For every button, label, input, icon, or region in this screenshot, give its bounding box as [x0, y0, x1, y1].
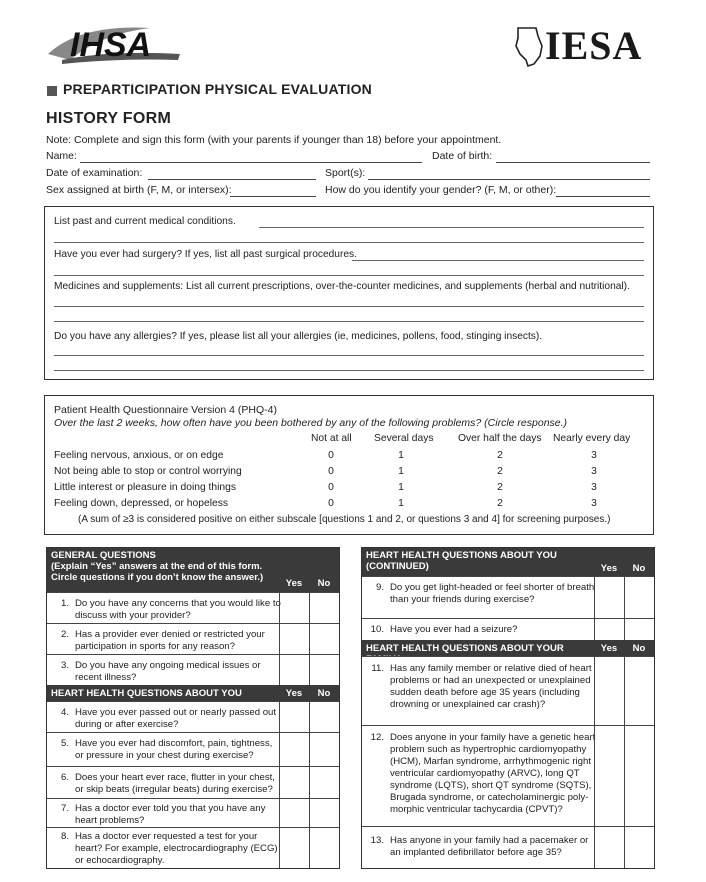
yes-column-header: Yes	[279, 685, 309, 701]
phq4-box	[44, 395, 654, 535]
surgery-line-2[interactable]	[54, 275, 644, 276]
question-text: Does anyone in your family have a genetic heart problem such as hypertrophic cardiomyopathy (HCM), Marfan syndrome, arrhythmogenic right ventricular cardiomyopathy (ARVC), long QT syndrome (LQTS), short QT syndrome (SQTS), Brugada syndrome, or catecholaminergic poly- morphic ventricular tachycardia (CPVT)?	[390, 732, 596, 815]
question-number: 11.	[371, 663, 384, 674]
phq-response[interactable]: 2	[497, 466, 503, 477]
heart-continued-header	[362, 548, 594, 576]
question-text: Do you have any ongoing medical issues or recent illness?	[75, 660, 261, 683]
yes-column-header: Yes	[594, 548, 624, 576]
no-column-divider	[309, 592, 310, 685]
table-row	[362, 618, 654, 640]
table-row	[47, 654, 339, 685]
question-number: 3.	[60, 660, 69, 671]
allergies-label: Do you have any allergies? If yes, please list all your allergies (ie, medicines, pollens, food, stinging insects).	[54, 331, 543, 342]
yes-column-divider	[279, 592, 280, 685]
no-column-header: No	[309, 548, 339, 592]
general-questions-header	[47, 548, 279, 592]
phq-response[interactable]: 1	[398, 466, 404, 477]
phq-response[interactable]: 1	[398, 450, 404, 461]
phq-response[interactable]: 2	[497, 498, 503, 509]
exam-date-label: Date of examination:	[46, 167, 143, 179]
question-text: Has a provider ever denied or restricted your participation in sports for any reason?	[75, 629, 265, 652]
gender-label: How do you identify your gender? (F, M, or other):	[325, 184, 557, 196]
sports-label: Sport(s):	[325, 167, 366, 179]
heart-continued-line: HEART HEALTH QUESTIONS ABOUT YOU	[366, 550, 557, 561]
conditions-label: List past and current medical conditions.	[54, 216, 236, 227]
phq-response[interactable]: 0	[328, 482, 334, 493]
question-number: 4.	[60, 707, 69, 718]
name-label: Name:	[46, 150, 77, 162]
phq-row-label: Feeling nervous, anxious, or on edge	[54, 450, 224, 461]
phq-row-label: Little interest or pleasure in doing things	[54, 482, 237, 493]
no-column-header: No	[624, 640, 654, 656]
phq-response[interactable]: 2	[497, 450, 503, 461]
question-number: 5.	[60, 738, 69, 749]
heart-family-table	[361, 547, 655, 869]
allergies-line-1[interactable]	[54, 355, 644, 356]
question-number: 12.	[370, 732, 384, 743]
form-title: HISTORY FORM	[46, 110, 172, 127]
dob-label: Date of birth:	[432, 150, 493, 162]
phq-response[interactable]: 0	[328, 498, 334, 509]
ihsa-logo-text: IHSA	[70, 26, 152, 64]
no-column-divider	[624, 576, 625, 640]
no-column-header: No	[624, 548, 654, 576]
question-number: 10.	[370, 624, 384, 635]
phq-response[interactable]: 3	[591, 482, 597, 493]
family-header: HEART HEALTH QUESTIONS ABOUT YOUR FAMILY	[362, 640, 594, 656]
sex-label: Sex assigned at birth (F, M, or intersex):	[46, 184, 232, 196]
conditions-field[interactable]	[259, 227, 644, 228]
medicines-label: Medicines and supplements: List all current prescriptions, over-the-counter medicines, and supplements (herbal and nutritional).	[54, 281, 630, 292]
table-row	[47, 766, 339, 798]
sex-field[interactable]	[230, 196, 316, 197]
sports-field[interactable]	[368, 179, 650, 180]
table-row	[47, 623, 339, 654]
question-number: 1.	[60, 598, 69, 609]
question-text: Has a doctor ever requested a test for your heart? For example, electrocardiography (ECG) or echocardiography.	[75, 831, 278, 866]
phq-response[interactable]: 1	[398, 482, 404, 493]
surgery-label: Have you ever had surgery? If yes, list all past surgical procedures.	[54, 249, 357, 260]
general-heart-table	[46, 547, 340, 869]
phq-response[interactable]: 2	[497, 482, 503, 493]
section-title: PREPARTICIPATION PHYSICAL EVALUATION	[63, 81, 372, 97]
question-text: Has a doctor ever told you that you have any heart problems?	[75, 803, 266, 826]
general-header-line: (Explain “Yes” answers at the end of this form.	[51, 561, 263, 572]
question-number: 13.	[370, 835, 384, 846]
table-row	[362, 826, 654, 868]
table-row	[362, 576, 654, 618]
dob-field[interactable]	[496, 162, 650, 163]
exam-date-field[interactable]	[148, 179, 316, 180]
allergies-line-2[interactable]	[54, 370, 644, 371]
phq-response[interactable]: 3	[591, 450, 597, 461]
question-text: Have you ever had a seizure?	[390, 624, 518, 635]
question-text: Has anyone in your family had a pacemaker or an implanted defibrillator before age 35?	[390, 835, 589, 858]
yes-column-divider	[594, 576, 595, 640]
general-header-line: Circle questions if you don’t know the answer.)	[51, 572, 264, 583]
question-text: Have you ever passed out or nearly passed out during or after exercise?	[75, 707, 277, 730]
iesa-logo-text: IESA	[545, 23, 643, 68]
yes-column-divider	[594, 656, 595, 868]
phq-subtitle: Over the last 2 weeks, how often have you been bothered by any of the following problems? (Circle response.)	[54, 417, 568, 429]
question-number: 8.	[60, 831, 69, 842]
ihsa-logo	[40, 20, 190, 68]
phq-col-several-days: Several days	[374, 433, 434, 444]
yes-column-divider	[279, 701, 280, 868]
heart-continued-line: (CONTINUED)	[366, 561, 429, 572]
yes-column-header: Yes	[279, 548, 309, 592]
phq-footnote: (A sum of ≥3 is considered positive on either subscale [questions 1 and 2, or questions 3 and 4] for screening purposes.)	[78, 514, 611, 525]
medical-history-box	[44, 206, 654, 380]
table-row	[362, 656, 654, 725]
medicines-line-1[interactable]	[54, 306, 644, 307]
phq-response[interactable]: 3	[591, 498, 597, 509]
table-row	[47, 827, 339, 868]
general-header-line: GENERAL QUESTIONS	[51, 550, 156, 561]
phq-row-label: Not being able to stop or control worrying	[54, 466, 242, 477]
gender-field[interactable]	[556, 196, 650, 197]
no-column-divider	[309, 701, 310, 868]
no-column-header: No	[309, 685, 339, 701]
question-number: 9.	[375, 582, 384, 593]
phq-col-not-at-all: Not at all	[311, 433, 352, 444]
question-number: 6.	[60, 772, 69, 783]
table-row	[362, 725, 654, 826]
medicines-line-2[interactable]	[54, 321, 644, 322]
question-text: Does your heart ever race, flutter in your chest, or skip beats (irregular beats) during exercise?	[75, 772, 275, 795]
question-number: 2.	[60, 629, 69, 640]
table-row	[47, 798, 339, 827]
table-row	[47, 732, 339, 766]
phq-response[interactable]: 3	[591, 466, 597, 477]
yes-column-header: Yes	[594, 640, 624, 656]
surgery-field[interactable]	[352, 260, 644, 261]
conditions-line-2[interactable]	[54, 242, 644, 243]
phq-col-nearly-every-day: Nearly every day	[553, 433, 631, 444]
name-field[interactable]	[80, 162, 422, 163]
heart-health-header: HEART HEALTH QUESTIONS ABOUT YOU	[47, 685, 279, 701]
table-row	[47, 701, 339, 732]
phq-response[interactable]: 0	[328, 450, 334, 461]
phq-col-over-half: Over half the days	[458, 433, 542, 444]
question-text: Have you ever had discomfort, pain, tightness, or pressure in your chest during exercise?	[75, 738, 273, 761]
question-number: 7.	[60, 803, 69, 814]
phq-row-label: Feeling down, depressed, or hopeless	[54, 498, 229, 509]
section-bullet-icon	[47, 86, 57, 96]
illinois-state-icon	[512, 26, 546, 68]
question-text: Do you get light-headed or feel shorter of breath than your friends during exercise?	[390, 582, 595, 605]
question-text: Has any family member or relative died of heart problems or had an unexpected or unexplained sudden death before age 35 years (including drowning or unexplained car crash)?	[390, 663, 592, 710]
phq-response[interactable]: 1	[398, 498, 404, 509]
question-text: Do you have any concerns that you would like to discuss with your provider?	[75, 598, 281, 621]
table-row	[47, 592, 339, 623]
no-column-divider	[624, 656, 625, 868]
instruction-note: Note: Complete and sign this form (with your parents if younger than 18) before your appointment.	[46, 134, 502, 146]
phq-response[interactable]: 0	[328, 466, 334, 477]
phq-title: Patient Health Questionnaire Version 4 (PHQ-4)	[54, 404, 277, 416]
